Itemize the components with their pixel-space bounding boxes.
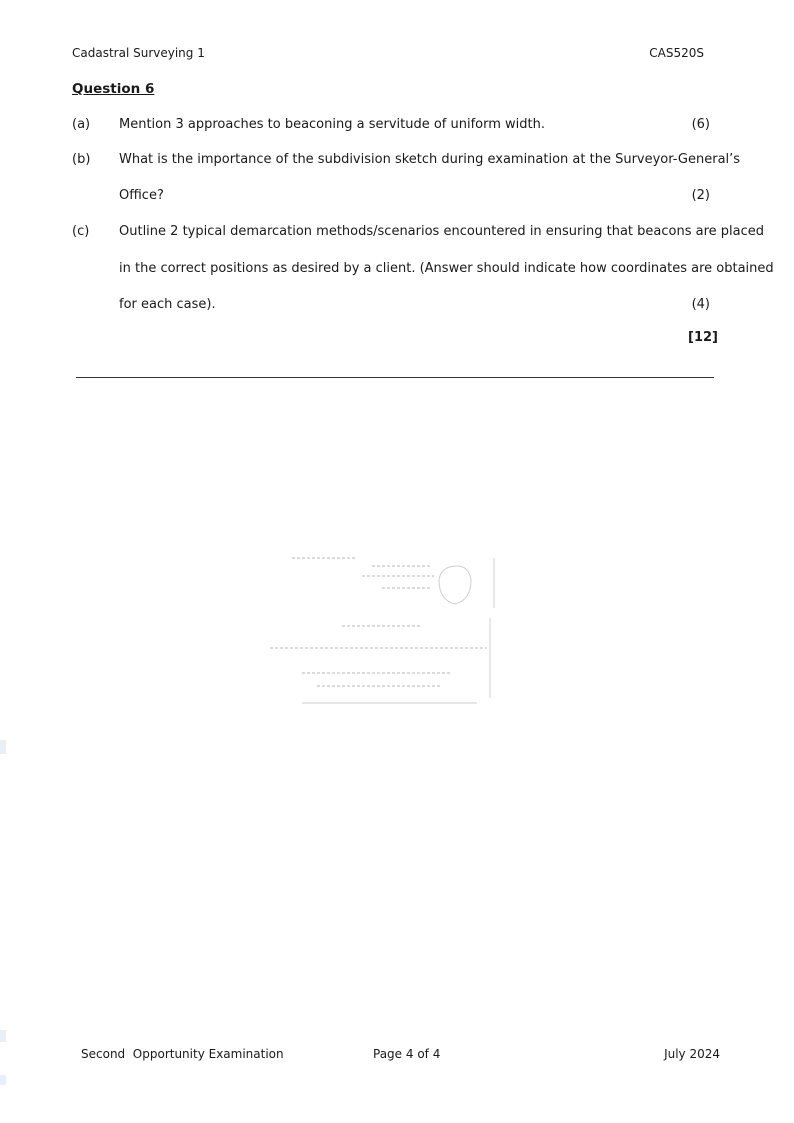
part-c-text-line3: for each case). <box>119 297 216 312</box>
footer-date: July 2024 <box>664 1047 720 1061</box>
part-b-text-line2: Office? <box>119 188 164 203</box>
faded-stamp-icon <box>262 548 502 710</box>
divider-line <box>76 377 714 378</box>
scan-artifact <box>0 740 6 754</box>
part-c-label: (c) <box>72 224 90 239</box>
part-a-label: (a) <box>72 117 91 132</box>
part-a-marks: (6) <box>691 117 710 132</box>
footer-exam: Second Opportunity Examination <box>81 1047 284 1061</box>
part-c-text-line1: Outline 2 typical demarcation methods/scenarios encountered in ensuring that beacons are placed <box>119 224 765 239</box>
part-c-text-line2: in the correct positions as desired by a client. (Answer should indicate how coordinates are obtained <box>119 261 774 276</box>
part-b-text-line1: What is the importance of the subdivision sketch during examination at the Surveyor-General’s <box>119 152 741 167</box>
part-a-text: Mention 3 approaches to beaconing a servitude of uniform width. <box>119 117 546 132</box>
question-title: Question 6 <box>72 81 155 97</box>
course-code: CAS520S <box>649 46 704 60</box>
scan-artifact <box>0 1030 6 1042</box>
part-c-marks: (4) <box>691 297 710 312</box>
scan-artifact <box>0 1075 6 1085</box>
part-b-label: (b) <box>72 152 91 167</box>
course-name: Cadastral Surveying 1 <box>72 46 205 60</box>
footer-page-number: Page 4 of 4 <box>373 1047 441 1061</box>
question-total: [12] <box>688 330 718 345</box>
part-b-marks: (2) <box>691 188 710 203</box>
